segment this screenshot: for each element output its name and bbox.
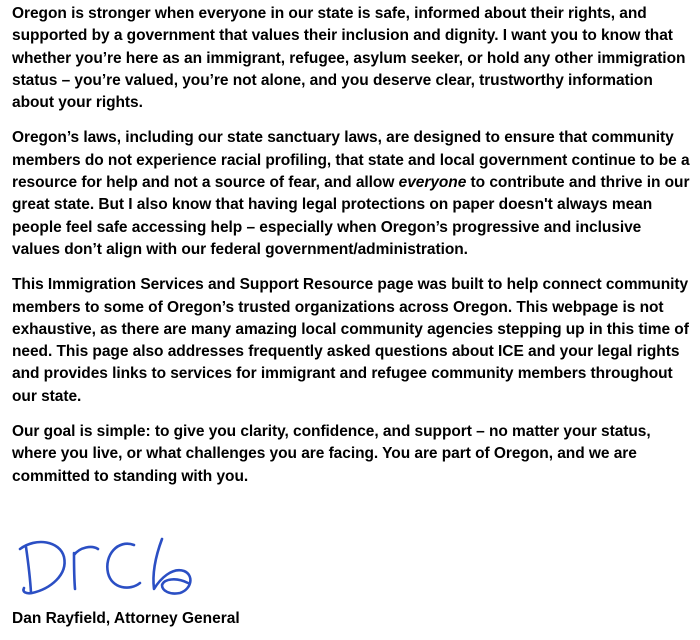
- handwritten-signature: [12, 533, 202, 603]
- paragraph-sanctuary-laws: [12, 127, 692, 261]
- signoff-name-title: Dan Rayfield, Attorney General: [12, 610, 240, 627]
- letter-body: [12, 3, 692, 501]
- paragraph-sanctuary-laws-part-1: Oregon’s laws, including our state sanctuary laws, are designed to ensure that community members do not experience racial profiling, that state and local government continue to be a resource for help and not a source of fear, and allow: [12, 129, 690, 192]
- paragraph-intro: Oregon is stronger when everyone in our state is safe, informed about their rights, and supported by a government that values their inclusion and dignity. I want you to know that whether you’re here as an immigrant, refugee, asylum seeker, or hold any other immigration status – you’re valued, you’re not alone, and you deserve clear, trustworthy information about your rights.: [12, 5, 686, 112]
- signature-stroke-swirl: [153, 539, 190, 594]
- signature-stroke-r: [74, 547, 98, 589]
- paragraph-goal: Our goal is simple: to give you clarity, confidence, and support – no matter your status, where you live, or what challenges you are facing. You are part of Oregon, and we are committed to standing with you.: [12, 423, 651, 485]
- signature-stroke-d-stem: [26, 547, 31, 593]
- paragraph-sanctuary-laws-part-2: to contribute and thrive in our great state. But I also know that having legal protections on paper doesn't always mean people feel safe accessing help – especially when Oregon’s progressive and inclusive values don’t align with our federal government/administration.: [12, 174, 690, 258]
- emphasis-everyone: everyone: [398, 174, 467, 192]
- paragraph-resource-page: This Immigration Services and Support Resource page was built to help connect community members to some of Oregon’s trusted organizations across Oregon. This webpage is not exhaustive, as there are many amazing local community agencies stepping up in this time of need. This page also addresses frequently asked questions about ICE and your legal rights and provides links to services for immigrant and refugee community members throughout our state.: [12, 276, 689, 405]
- signature-stroke-c: [107, 544, 140, 588]
